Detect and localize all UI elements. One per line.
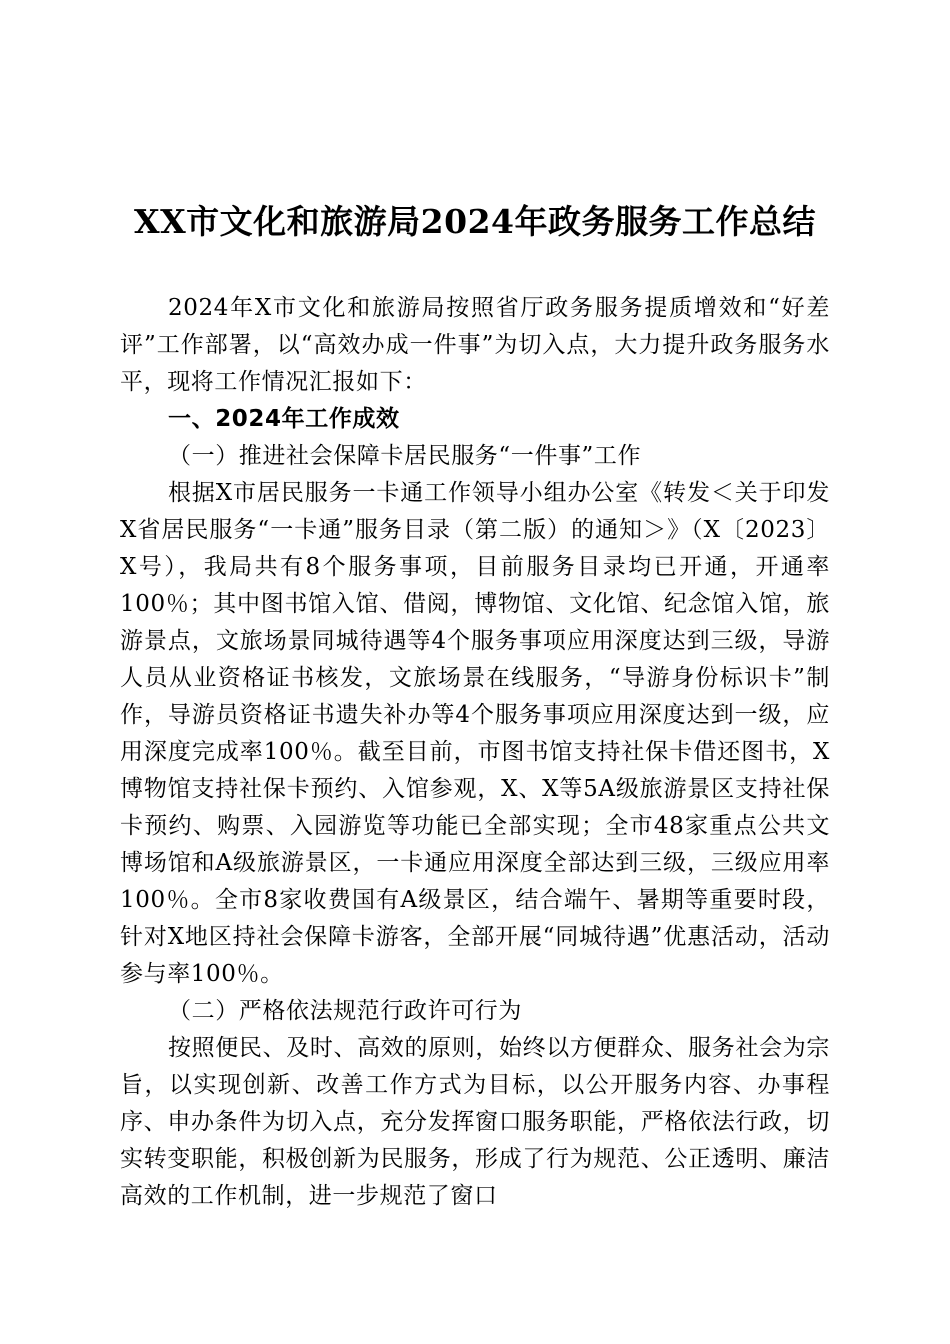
subsection-2-paragraph: 按照便民、及时、高效的原则，始终以方便群众、服务社会为宗旨，以实现创新、改善工作方式为目标，以公开服务内容、办事程序、申办条件为切入点，充分发挥窗口服务职能，严格依法行政，切实转变职能，积极创新为民服务，形成了行为规范、公正透明、廉洁高效的工作机制，进一步规范了窗口 <box>120 1035 830 1209</box>
subsection-heading-2: （二）严格依法规范行政许可行为 <box>168 998 522 1024</box>
subsection-1-paragraph: 根据X市居民服务一卡通工作领导小组办公室《转发＜关于印发X省居民服务“一卡通”服务目录（第二版）的通知＞》（X〔2023〕X号），我局共有8个服务事项，目前服务目录均已开通，开通率100％；其中图书馆入馆、借阅，博物馆、文化馆、纪念馆入馆，旅游景点，文旅场景同城待遇等4个服务事项应用深度达到三级，导游人员从业资格证书核发，文旅场景在线服务，“导游身份标识卡”制作，导游员资格证书遗失补办等4个服务事项应用深度达到一级，应用深度完成率100％。截至目前，市图书馆支持社保卡借还图书，X博物馆支持社保卡预约、入馆参观，X、X等5A级旅游景区支持社保卡预约、购票、入园游览等功能已全部实现；全市48家重点公共文博场馆和A级旅游景区，一卡通应用深度全部达到三级，三级应用率100％。全市8家收费国有A级景区，结合端午、暑期等重要时段，针对X地区持社会保障卡游客，全部开展“同城待遇”优惠活动，活动参与率100％。 <box>120 480 830 987</box>
document-title: XX市文化和旅游局2024年政务服务工作总结 <box>133 202 817 241</box>
intro-paragraph: 2024年X市文化和旅游局按照省厅政务服务提质增效和“好差评”工作部署，以“高效办成一件事”为切入点，大力提升政务服务水平，现将工作情况汇报如下： <box>120 295 830 395</box>
document-body <box>120 290 830 1215</box>
subsection-heading-1: （一）推进社会保障卡居民服务“一件事”工作 <box>168 443 642 469</box>
section-heading: 一、2024年工作成效 <box>168 406 400 432</box>
